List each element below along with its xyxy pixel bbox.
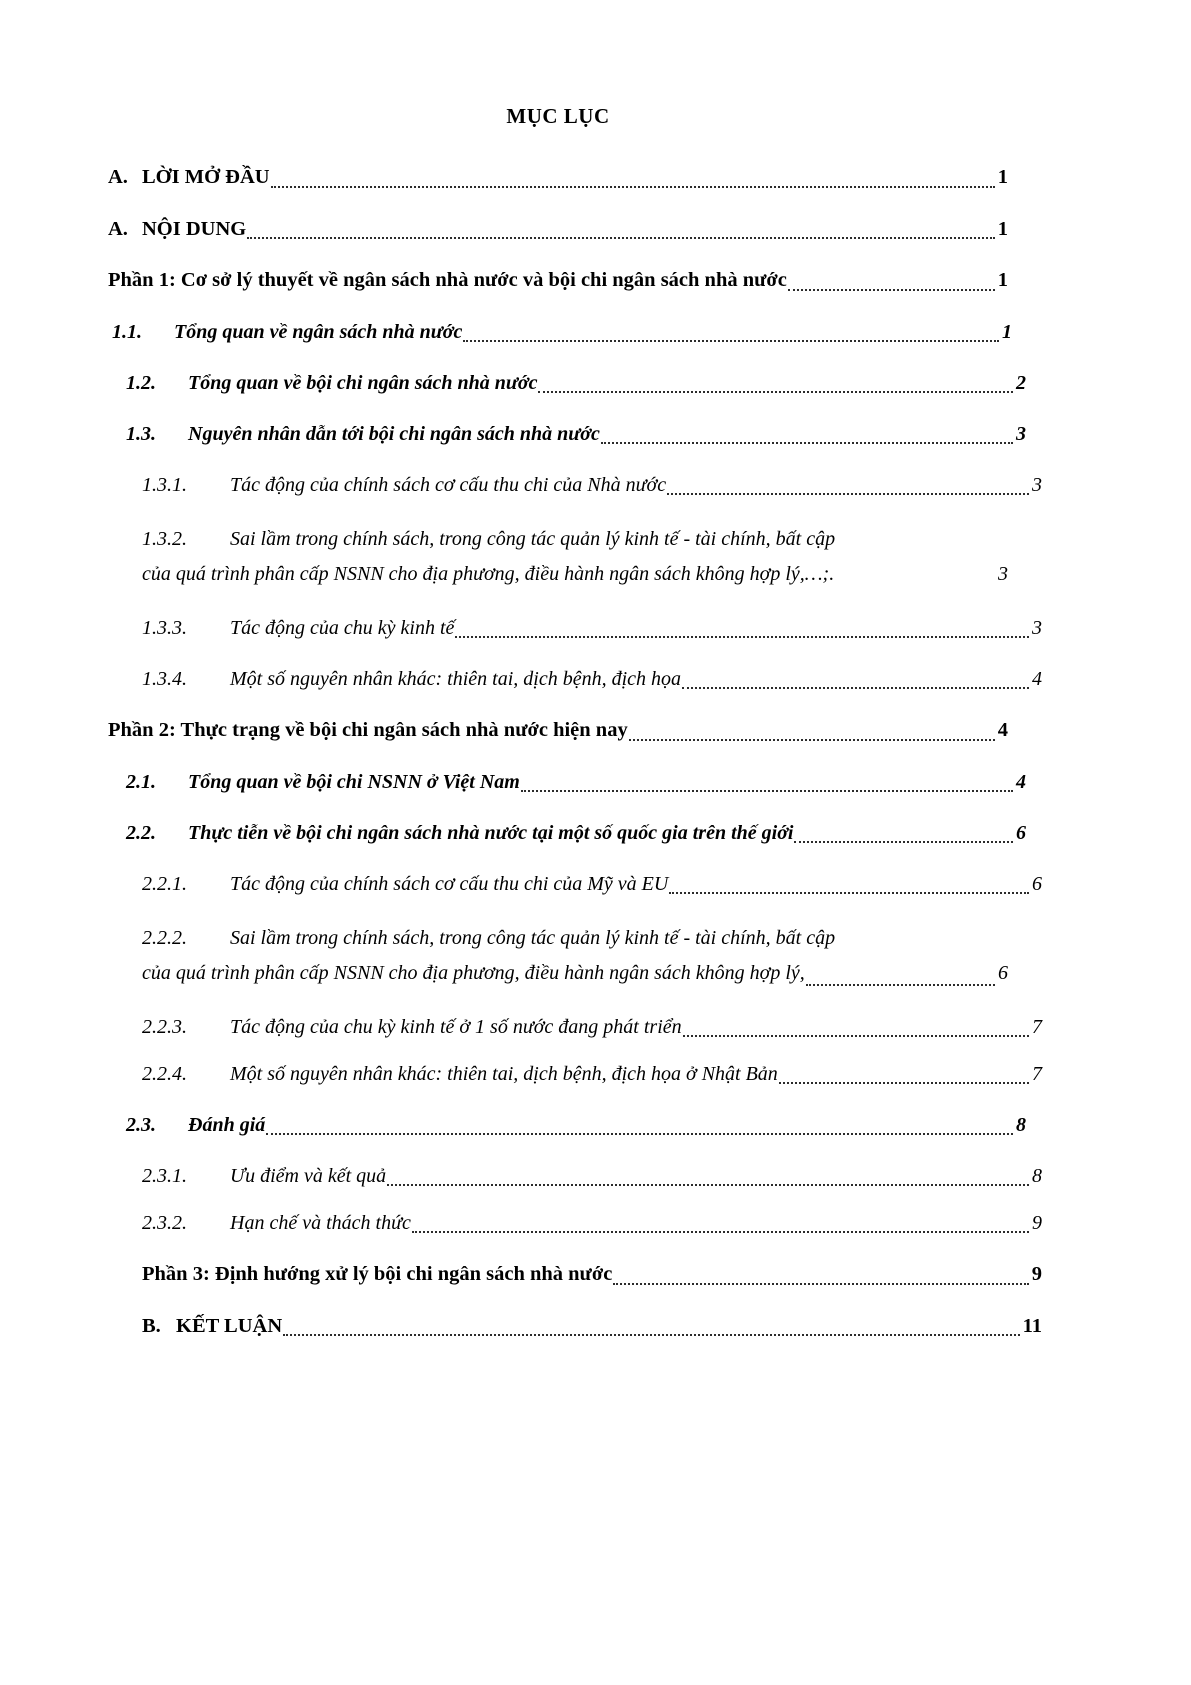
toc-entry-number: 2.2.4. (142, 1062, 187, 1085)
toc-entry-label (126, 420, 600, 449)
toc-entry-text: NỘI DUNG (142, 217, 247, 240)
toc-entry-number: 2.2. (126, 821, 156, 844)
toc-entry-number: 2.2.3. (142, 1015, 187, 1038)
toc-entry-label (142, 1013, 682, 1042)
toc-entry-text: Đánh giá (188, 1113, 266, 1136)
table-of-contents (108, 104, 1042, 1363)
toc-entry-page: 4 (1016, 770, 1026, 793)
toc-entry-number: B. (142, 1314, 161, 1337)
toc-entry-label (126, 369, 537, 398)
toc-entry-text: Tổng quan về bội chi ngân sách nhà nước (188, 372, 538, 395)
toc-entry-text: Tác động của chính sách cơ cấu thu chi của Mỹ và EU (230, 872, 669, 895)
dot-leader (779, 1081, 1029, 1084)
toc-entry-page: 3 (1016, 423, 1026, 446)
toc-entry-page: 1 (1002, 321, 1012, 344)
dot-leader (266, 1132, 1013, 1135)
toc-entry-label (108, 163, 270, 193)
dot-leader (521, 789, 1013, 792)
toc-entry-text: Tác động của chính sách cơ cấu thu chi của Nhà nước (230, 474, 667, 497)
toc-entry-number: 2.3.2. (142, 1211, 187, 1234)
toc-entry-page: 3 (998, 563, 1008, 586)
toc-entry-number: 1.2. (126, 372, 156, 395)
toc-entry-text: Thực tiễn về bội chi ngân sách nhà nước tại một số quốc gia trên thế giới (188, 821, 794, 844)
dot-leader (283, 1333, 1019, 1336)
toc-entry-text: Tác động của chu kỳ kinh tế ở 1 số nước đang phát triển (230, 1015, 682, 1038)
toc-entry-label (142, 1209, 411, 1238)
toc-entry[interactable] (108, 1162, 1042, 1191)
toc-entry[interactable] (108, 614, 1042, 643)
dot-leader (667, 492, 1029, 495)
toc-entry[interactable] (108, 768, 1026, 797)
toc-entry-page: 7 (1032, 1062, 1042, 1085)
toc-entry-text: Hạn chế và thách thức (230, 1211, 411, 1234)
toc-entry[interactable] (108, 1060, 1042, 1089)
toc-entry-number: A. (108, 217, 128, 240)
toc-entry[interactable] (108, 870, 1042, 899)
toc-entry-number: 1.1. (112, 321, 142, 344)
toc-entry-text: LỜI MỞ ĐẦU (142, 166, 270, 188)
toc-entry-page: 6 (1016, 821, 1026, 844)
dot-leader (387, 1183, 1029, 1186)
toc-entry-text: Tổng quan về ngân sách nhà nước (174, 321, 463, 344)
dot-leader (669, 891, 1029, 894)
dot-leader (455, 635, 1029, 638)
page-title: MỤC LỤC (506, 104, 610, 128)
toc-entry-label (142, 1162, 386, 1191)
toc-entry-page: 3 (1032, 474, 1042, 497)
toc-entry-number: 1.3.2. (142, 528, 187, 551)
toc-entry-page: 4 (1032, 668, 1042, 691)
dot-leader (629, 738, 995, 741)
toc-entry[interactable] (108, 819, 1026, 848)
dot-leader (794, 840, 1013, 843)
toc-entry[interactable] (108, 420, 1026, 449)
toc-entry-text-cont: của quá trình phân cấp NSNN cho địa phương, điều hành ngân sách không hợp lý,…;. (142, 563, 835, 586)
toc-entry-page: 6 (1032, 872, 1042, 895)
toc-entry-label (142, 1312, 282, 1342)
dot-leader (247, 236, 995, 239)
dot-leader (412, 1230, 1029, 1233)
toc-entry-label (142, 614, 454, 643)
toc-entry[interactable] (108, 921, 1008, 991)
toc-entry-text: Phần 1: Cơ sở lý thuyết về ngân sách nhà nước và bội chi ngân sách nhà nước (108, 269, 787, 292)
toc-entry-text: Một số nguyên nhân khác: thiên tai, dịch bệnh, địch họa ở Nhật Bản (230, 1062, 778, 1085)
toc-entry[interactable] (108, 1111, 1026, 1140)
toc-entry-label (126, 819, 793, 848)
toc-entry-page: 6 (998, 961, 1008, 984)
toc-entry[interactable] (108, 369, 1026, 398)
toc-entry[interactable] (108, 1260, 1042, 1290)
toc-entry-label (142, 522, 1008, 557)
toc-entry-text: Một số nguyên nhân khác: thiên tai, dịch bệnh, địch họa (230, 668, 682, 691)
toc-entry-number: 2.3.1. (142, 1164, 187, 1187)
toc-entry[interactable] (108, 471, 1042, 500)
dot-leader (613, 1282, 1028, 1285)
toc-entry-text: Phần 2: Thực trạng về bội chi ngân sách nhà nước hiện nay (108, 719, 628, 742)
toc-entry-number: 1.3. (126, 423, 156, 446)
toc-entry-page: 1 (997, 269, 1008, 292)
toc-entry[interactable] (108, 318, 1012, 347)
toc-entry-page: 8 (1016, 1113, 1026, 1136)
dot-leader (463, 339, 999, 342)
toc-entry[interactable] (108, 1013, 1042, 1042)
toc-entry-label (126, 768, 520, 797)
toc-entry-page: 11 (1022, 1314, 1042, 1337)
toc-entry[interactable] (108, 665, 1042, 694)
toc-entry-page: 2 (1016, 372, 1026, 395)
dot-leader (806, 983, 995, 986)
toc-entry-text: Sai lầm trong chính sách, trong công tác quản lý kinh tế - tài chính, bất cập (230, 528, 836, 551)
toc-entry-label (112, 318, 462, 347)
toc-entry[interactable] (108, 163, 1008, 193)
toc-entry-number: 1.3.4. (142, 668, 187, 691)
dot-leader (271, 185, 995, 188)
toc-entry[interactable] (108, 1312, 1042, 1342)
toc-entry-page: 1 (997, 166, 1008, 188)
toc-entry-number: 1.3.3. (142, 617, 187, 640)
toc-entry-label (142, 471, 666, 500)
toc-entry-label (142, 1060, 778, 1089)
toc-entry-number: A. (108, 166, 128, 188)
toc-entry-page: 3 (1032, 617, 1042, 640)
toc-entry[interactable] (108, 215, 1008, 245)
toc-entry-text: Ưu điểm và kết quả (230, 1164, 387, 1187)
toc-entry[interactable] (108, 266, 1008, 296)
toc-entry-text: Tổng quan về bội chi NSNN ở Việt Nam (188, 770, 520, 793)
toc-entry-page: 1 (997, 217, 1008, 240)
toc-entry[interactable] (108, 716, 1008, 746)
dot-leader (788, 288, 995, 291)
dot-leader (538, 390, 1013, 393)
toc-entry-page: 9 (1031, 1262, 1042, 1285)
dot-leader (835, 586, 995, 587)
toc-entry-number: 1.3.1. (142, 474, 187, 497)
toc-entry-label (108, 215, 246, 245)
toc-entry-page: 7 (1032, 1015, 1042, 1038)
dot-leader (683, 1034, 1029, 1037)
toc-entry-number: 2.1. (126, 770, 156, 793)
dot-leader (682, 686, 1029, 689)
toc-entry-text-cont: của quá trình phân cấp NSNN cho địa phương, điều hành ngân sách không hợp lý, (142, 961, 805, 984)
toc-entry-label (126, 1111, 265, 1140)
toc-entry-text: KẾT LUẬN (176, 1314, 283, 1337)
toc-entry-label (142, 921, 1008, 956)
toc-entry-page: 9 (1032, 1211, 1042, 1234)
toc-entry-label (142, 665, 681, 694)
toc-entry[interactable] (108, 522, 1008, 592)
toc-entry[interactable] (108, 1209, 1042, 1238)
toc-entry-page: 8 (1032, 1164, 1042, 1187)
toc-entry-text: Sai lầm trong chính sách, trong công tác quản lý kinh tế - tài chính, bất cập (230, 926, 836, 949)
toc-entry-number: 2.3. (126, 1113, 156, 1136)
toc-entry-text: Phần 3: Định hướng xử lý bội chi ngân sách nhà nước (142, 1262, 613, 1285)
toc-entry-page: 4 (997, 719, 1008, 742)
toc-entry-number: 2.2.2. (142, 926, 187, 949)
toc-entry-text: Nguyên nhân dẫn tới bội chi ngân sách nhà nước (188, 423, 600, 446)
toc-entry-number: 2.2.1. (142, 872, 187, 895)
dot-leader (601, 441, 1013, 444)
toc-entry-text: Tác động của chu kỳ kinh tế (230, 617, 455, 640)
toc-entry-label (142, 870, 668, 899)
